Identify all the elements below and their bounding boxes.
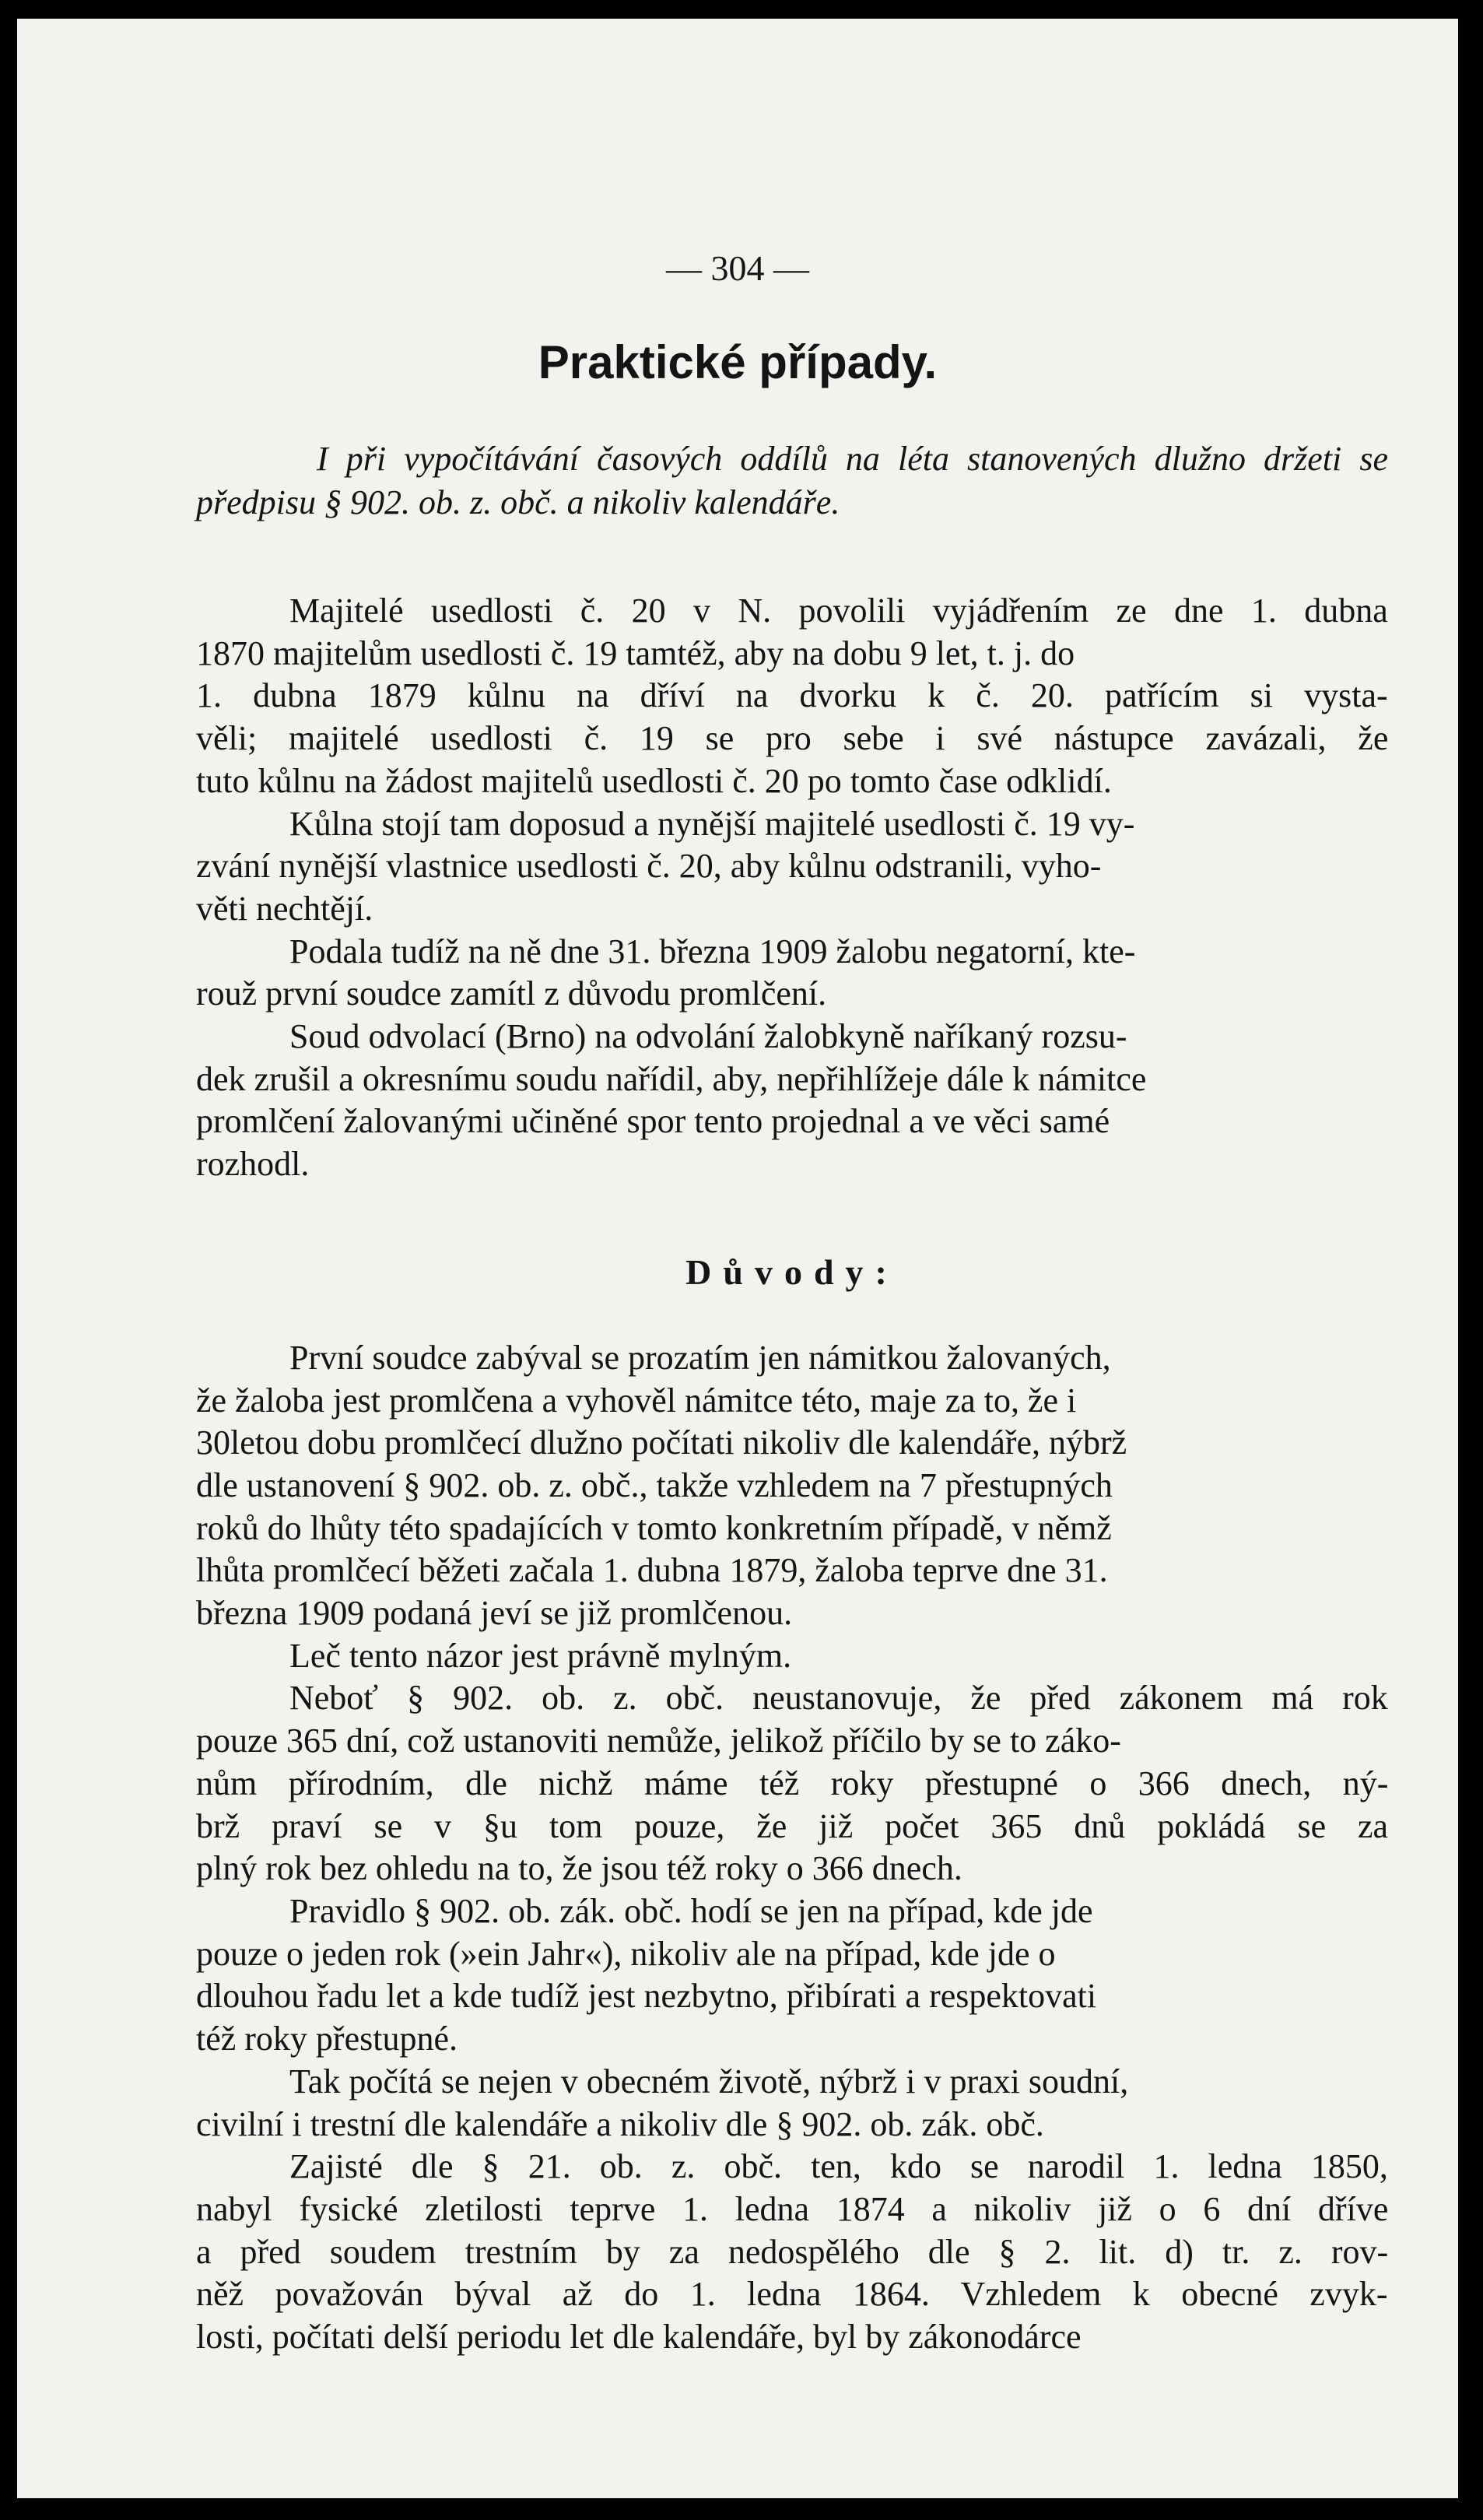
facts-section xyxy=(196,590,1388,1186)
text-line: lhůta promlčecí běžeti začala 1. dubna 1879, žaloba teprve dne 31. xyxy=(196,1551,1108,1590)
text-line: dle ustanovení § 902. ob. z. obč., takže vzhledem na 7 přestupných xyxy=(196,1465,1113,1504)
text-line: Podala tudíž na ně dne 31. března 1909 žalobu negatorní, kte- xyxy=(289,932,1136,970)
text-line: 1. dubna 1879 kůlnu na dříví na dvorku k č. 20. patřícím si vysta- xyxy=(196,676,1388,715)
text-line: března 1909 podaná jeví se již promlčenou. xyxy=(196,1594,793,1633)
book-page xyxy=(17,19,1458,2498)
text-line: losti, počítati delší periodu let dle kalendáře, byl by zákonodárce xyxy=(196,2318,1082,2357)
page-title: Praktické případy. xyxy=(538,336,938,388)
text-line: dek zrušil a okresnímu soudu nařídil, aby, nepřihlížeje dále k námitce xyxy=(196,1059,1147,1098)
text-line: rouž první soudce zamítl z důvodu promlčení. xyxy=(196,974,827,1013)
text-line: věli; majitelé usedlosti č. 19 se pro sebe i své nástupce zavázali, že xyxy=(196,719,1389,758)
text-line: pouze o jeden rok (»ein Jahr«), nikoliv ale na případ, kde jde o xyxy=(196,1934,1056,1973)
text-line: pouze 365 dní, což ustanoviti nemůže, jelikož příčilo by se to záko- xyxy=(196,1722,1121,1760)
text-line: něž považován býval až do 1. ledna 1864. Vzhledem k obecné zvyk- xyxy=(196,2275,1388,2314)
text-line: roků do lhůty této spadajících v tomto konkretním případě, v němž xyxy=(196,1508,1112,1547)
text-line: promlčení žalovanými učiněné spor tento projednal a ve věci samé xyxy=(196,1102,1110,1141)
text-line: První soudce zabýval se prozatím jen námitkou žalovaných, xyxy=(289,1338,1111,1377)
text-line: též roky přestupné. xyxy=(196,2020,458,2058)
text-line: Leč tento názor jest právně mylným. xyxy=(289,1636,792,1675)
text-line: Kůlna stojí tam doposud a nynější majitelé usedlosti č. 19 vy- xyxy=(289,804,1135,843)
page-number: — 304 — xyxy=(666,248,809,288)
text-line: civilní i trestní dle kalendáře a nikoliv dle § 902. ob. zák. obč. xyxy=(196,2104,1044,2143)
text-line: rozhodl. xyxy=(196,1145,310,1184)
text-line: brž praví se v §u tom pouze, že již počet 365 dnů pokládá se za xyxy=(196,1806,1389,1845)
text-line: nabyl fysické zletilosti teprve 1. ledna 1874 a nikoliv již o 6 dní dříve xyxy=(196,2189,1389,2228)
text-line: dlouhou řadu let a kde tudíž jest nezbytno, přibírati a respektovati xyxy=(196,1977,1097,2016)
text-line: zvání nynější vlastnice usedlosti č. 20, aby kůlnu odstranili, vyho- xyxy=(196,847,1102,886)
text-line: Soud odvolací (Brno) na odvolání žalobkyně naříkaný rozsu- xyxy=(289,1017,1127,1056)
text-line: Pravidlo § 902. ob. zák. obč. hodí se jen na případ, kde jde xyxy=(289,1891,1093,1930)
text-line: že žaloba jest promlčena a vyhověl námitce této, maje za to, že i xyxy=(196,1381,1077,1420)
text-line: 1870 majitelům usedlosti č. 19 tamtéž, aby na dobu 9 let, t. j. do xyxy=(196,634,1075,672)
text-body xyxy=(196,437,1388,2359)
text-line: tuto kůlnu na žádost majitelů usedlosti č. 20 po tomto čase odklidí. xyxy=(196,761,1112,800)
text-line: a před soudem trestním by za nedospělého dle § 2. lit. d) tr. z. rov- xyxy=(196,2232,1389,2271)
text-line: věti nechtějí. xyxy=(196,889,373,928)
text-line: plný rok bez ohledu na to, že jsou též roky o 366 dnech. xyxy=(196,1849,962,1888)
text-line: Neboť § 902. ob. z. obč. neustanovuje, že před zákonem má rok xyxy=(289,1679,1388,1718)
reasons-heading: Důvody: xyxy=(685,1251,899,1292)
text-line: 30letou dobu promlčecí dlužno počítati nikoliv dle kalendáře, nýbrž xyxy=(196,1423,1127,1462)
text-line: Zajisté dle § 21. ob. z. obč. ten, kdo se narodil 1. ledna 1850, xyxy=(289,2147,1388,2186)
case-heading xyxy=(196,437,1388,525)
reasons-section xyxy=(196,1337,1388,2359)
text-line: Majitelé usedlosti č. 20 v N. povolili vyjádřením ze dne 1. dubna xyxy=(289,591,1388,630)
text-line: nům přírodním, dle nichž máme též roky přestupné o 366 dnech, ný- xyxy=(196,1764,1389,1802)
case-heading-text: I při vypočítávání časových oddílů na léta stanovených dlužno držeti se předpisu § 902. ob. z. obč. a nikoliv kalendáře. xyxy=(196,440,1388,521)
text-line: Tak počítá se nejen v obecném životě, nýbrž i v praxi soudní, xyxy=(289,2062,1129,2101)
